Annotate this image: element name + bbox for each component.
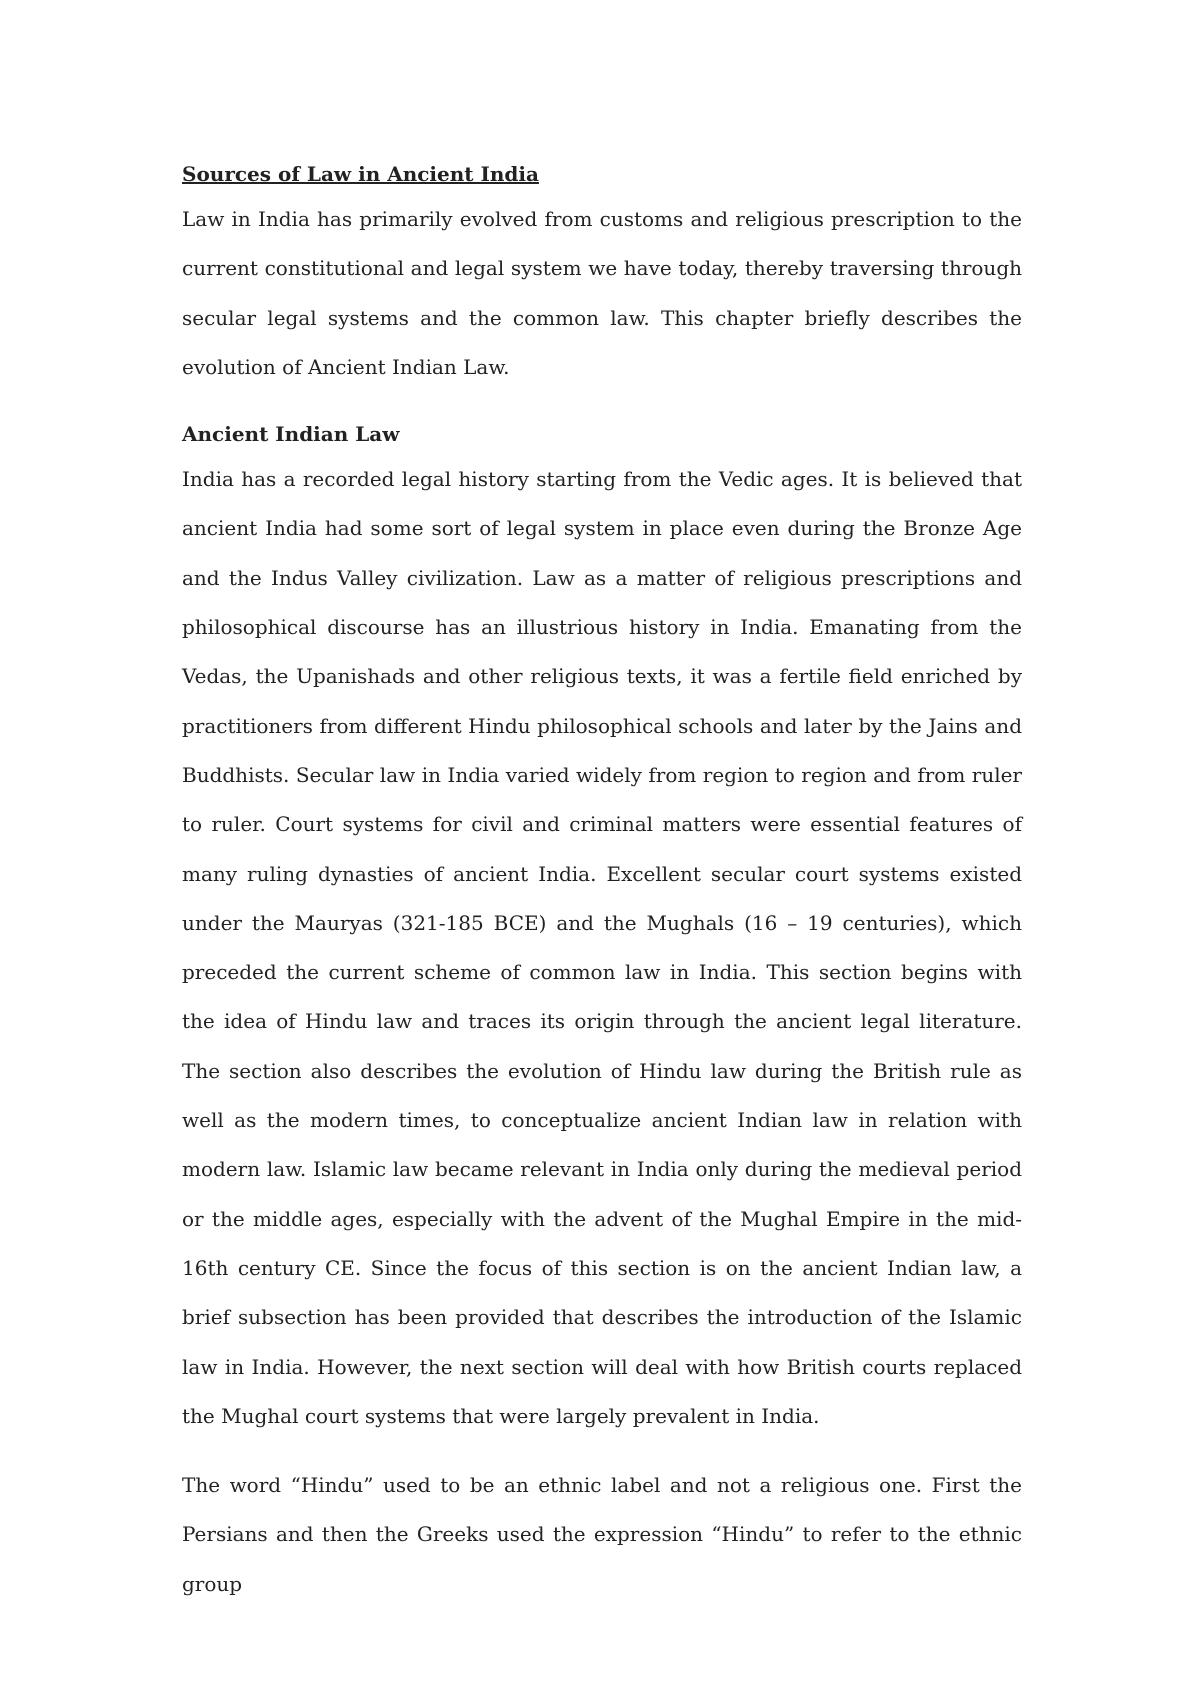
- spacer: [182, 392, 1022, 420]
- spacer: [182, 1441, 1022, 1461]
- section-heading: Ancient Indian Law: [182, 422, 400, 447]
- section-body-paragraph: India has a recorded legal history starting from the Vedic ages. It is believed that ancient India had some sort of legal system in place even during the Bronze Age and the Indus Valley civilization. Law as a matter of religious prescriptions and philosophical discourse has an illustrious history in India. Emanating from the Vedas, the Upanishads and other religious texts, it was a fertile field enriched by practitioners from different Hindu philosophical schools and later by the Jains and Buddhists. Secular law in India varied widely from region to region and from ruler to ruler. Court systems for civil and criminal matters were essential features of many ruling dynasties of ancient India. Excellent secular court systems existed under the Mauryas (321-185 BCE) and the Mughals (16 – 19 centuries), which preceded the current scheme of common law in India. This section begins with the idea of Hindu law and traces its origin through the ancient legal literature. The section also describes the evolution of Hindu law during the British rule as well as the modern times, to conceptualize ancient Indian law in relation with modern law. Islamic law became relevant in India only during the medieval period or the middle ages, especially with the advent of the Mughal Empire in the mid-16th century CE. Since the focus of this section is on the ancient Indian law, a brief subsection has been provided that describes the introduction of the Islamic law in India. However, the next section will deal with how British courts replaced the Mughal court systems that were largely prevalent in India.: [182, 467, 1022, 1428]
- document-title: Sources of Law in Ancient India: [182, 162, 539, 186]
- document-page: [182, 160, 1022, 1609]
- intro-paragraph: Law in India has primarily evolved from customs and religious prescription to the current constitutional and legal system we have today, thereby traversing through secular legal systems and the common law. This chapter briefly describes the evolution of Ancient Indian Law.: [182, 207, 1022, 379]
- hindu-paragraph: The word “Hindu” used to be an ethnic label and not a religious one. First the Persians and then the Greeks used the expression “Hindu” to refer to the ethnic group: [182, 1473, 1022, 1596]
